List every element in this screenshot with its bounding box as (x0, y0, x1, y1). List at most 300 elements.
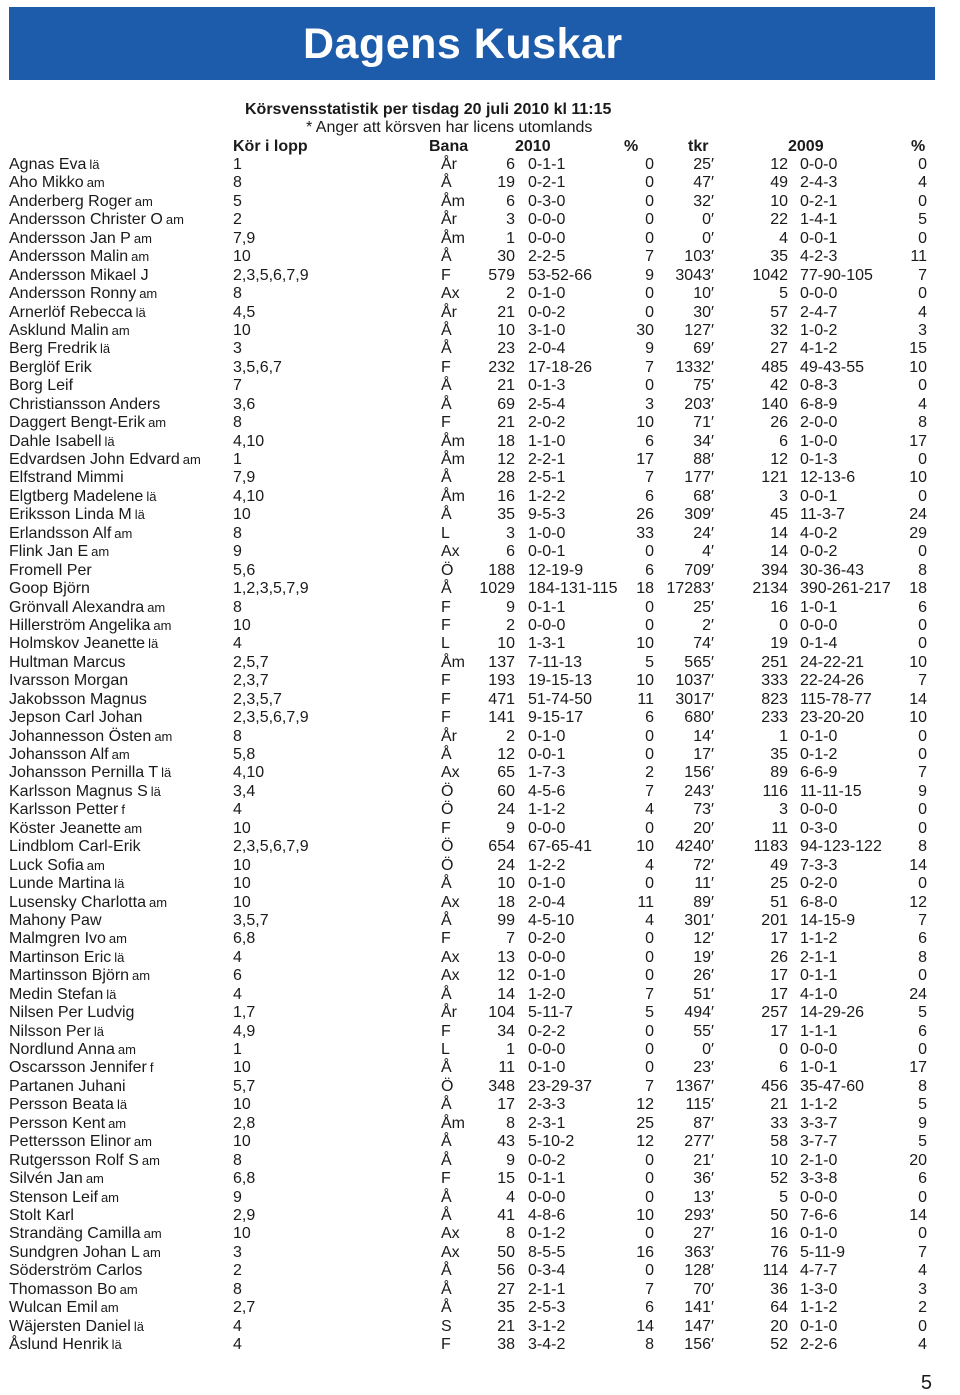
driver-name: Karlsson Petter (9, 801, 119, 819)
starts-2009-cell: 57 (770, 303, 788, 321)
starts-2009-cell: 14 (770, 543, 788, 561)
races-cell: 2,7 (233, 1299, 256, 1317)
win-pct-2009-cell: 11 (910, 248, 927, 266)
earnings-cell: 156′ (684, 1336, 714, 1353)
track-cell: Å (441, 985, 452, 1003)
win-pct-2009-cell: 8 (918, 561, 927, 579)
table-row (0, 193, 960, 211)
starts-2009-cell: 89 (770, 764, 788, 782)
starts-2010-cell: 10 (497, 321, 515, 339)
table-row (0, 1299, 960, 1317)
earnings-cell: 25′ (693, 598, 714, 616)
win-pct-2009-cell: 0 (918, 156, 927, 173)
driver-name: Berglöf Erik (9, 358, 92, 376)
win-pct-2010-cell: 5 (645, 1004, 654, 1022)
driver-name-cell (9, 1004, 134, 1022)
table-row (0, 857, 960, 875)
driver-name: Persson Beata (9, 1096, 114, 1114)
races-cell: 10 (233, 616, 251, 634)
win-pct-2010-cell: 6 (645, 709, 654, 727)
record-2009-cell: 35-47-60 (800, 1077, 865, 1095)
record-2009-cell: 0-3-0 (800, 819, 838, 837)
track-cell: Å (441, 395, 452, 413)
driver-category: am (100, 1189, 120, 1205)
record-2010-cell: 9-15-17 (528, 709, 584, 727)
earnings-cell: 24′ (693, 524, 714, 542)
driver-category: am (111, 747, 130, 762)
table-row (0, 1078, 960, 1096)
starts-2010-cell: 18 (497, 432, 515, 450)
record-2009-cell: 3-3-7 (800, 1114, 838, 1132)
earnings-cell: 13′ (693, 1188, 714, 1206)
earnings-cell: 70′ (693, 1280, 714, 1298)
starts-2010-cell: 21 (497, 303, 515, 321)
win-pct-2010-cell: 0 (645, 229, 654, 247)
starts-2009-cell: 49 (770, 856, 788, 874)
driver-category: am (142, 1244, 161, 1260)
earnings-cell: 26′ (693, 967, 714, 985)
starts-2009-cell: 456 (761, 1077, 788, 1095)
table-row (0, 174, 960, 192)
driver-name-cell (9, 304, 146, 322)
record-2010-cell: 5-11-7 (528, 1004, 574, 1022)
earnings-cell: 36′ (693, 1170, 714, 1188)
win-pct-2009-cell: 24 (909, 985, 927, 1003)
earnings-cell: 363′ (684, 1243, 714, 1261)
record-2010-cell: 1-1-0 (528, 432, 566, 450)
races-cell: 3 (233, 340, 242, 358)
starts-2010-cell: 7 (506, 930, 515, 948)
record-2009-cell: 0-0-1 (800, 487, 838, 505)
driver-category: am (165, 212, 184, 228)
earnings-cell: 0′ (702, 1041, 714, 1058)
win-pct-2009-cell: 14 (909, 1206, 927, 1224)
record-2009-cell: 0-1-1 (800, 967, 838, 985)
starts-2009-cell: 10 (770, 1151, 788, 1169)
driver-category: am (100, 1300, 119, 1316)
header-year-2010: 2010 (515, 138, 551, 155)
win-pct-2009-cell: 12 (909, 893, 927, 911)
track-cell: Å (441, 174, 452, 192)
driver-name: Andersson Mikael J (9, 266, 149, 284)
driver-name: Agnas Eva (9, 156, 87, 173)
starts-2010-cell: 8 (506, 1114, 515, 1132)
starts-2009-cell: 333 (761, 672, 788, 690)
win-pct-2009-cell: 17 (909, 1059, 927, 1077)
win-pct-2010-cell: 7 (645, 985, 654, 1003)
track-cell: Ö (441, 856, 454, 874)
record-2010-cell: 7-11-13 (528, 653, 582, 671)
starts-2010-cell: 30 (497, 248, 515, 266)
driver-name: Wulcan Emil (9, 1299, 98, 1317)
starts-2010-cell: 12 (497, 451, 515, 468)
record-2009-cell: 0-1-0 (800, 1225, 838, 1243)
win-pct-2009-cell: 2 (918, 1299, 927, 1317)
win-pct-2010-cell: 9 (645, 266, 654, 284)
track-cell: Å (441, 1188, 452, 1206)
starts-2010-cell: 471 (488, 690, 515, 708)
driver-category: lä (93, 1023, 104, 1039)
win-pct-2009-cell: 10 (909, 709, 927, 727)
win-pct-2010-cell: 16 (636, 1243, 654, 1261)
record-2009-cell: 115-78-77 (800, 690, 872, 708)
earnings-cell: 709′ (684, 561, 714, 579)
table-row (0, 1096, 960, 1114)
earnings-cell: 2′ (702, 616, 714, 634)
driver-name: Flink Jan E (9, 543, 89, 561)
driver-category: am (182, 452, 201, 467)
driver-name-cell (9, 285, 157, 303)
track-cell: F (441, 819, 451, 837)
record-2009-cell: 7-3-3 (800, 856, 838, 874)
track-cell: F (441, 1170, 451, 1188)
driver-name-cell (9, 469, 124, 487)
table-row (0, 949, 960, 967)
win-pct-2010-cell: 11 (637, 893, 654, 911)
driver-name: Ivarsson Morgan (9, 672, 129, 690)
driver-name: Stenson Leif (9, 1188, 98, 1206)
win-pct-2009-cell: 0 (918, 967, 927, 985)
driver-name-cell (9, 838, 141, 856)
table-row (0, 1041, 960, 1059)
driver-name: Berg Fredrik (9, 340, 98, 358)
win-pct-2010-cell: 7 (645, 1280, 654, 1298)
track-cell: Ax (441, 1225, 460, 1243)
driver-name-cell (9, 1023, 104, 1041)
win-pct-2009-cell: 0 (918, 543, 927, 561)
table-row (0, 211, 960, 229)
starts-2010-cell: 60 (497, 782, 515, 800)
record-2010-cell: 0-2-2 (528, 1022, 566, 1040)
table-row (0, 248, 960, 266)
starts-2009-cell: 823 (761, 690, 788, 708)
driver-name-cell (9, 1244, 161, 1262)
record-2010-cell: 1-3-1 (528, 635, 566, 653)
starts-2010-cell: 10 (497, 635, 515, 653)
driver-name-cell (9, 1225, 162, 1243)
record-2009-cell: 0-0-0 (800, 285, 838, 303)
starts-2009-cell: 25 (770, 875, 788, 893)
track-cell: År (441, 156, 457, 173)
driver-name-cell (9, 654, 125, 672)
races-cell: 5 (233, 192, 242, 210)
track-cell: Å (441, 340, 452, 358)
win-pct-2010-cell: 10 (636, 672, 654, 690)
driver-name-cell (9, 451, 201, 469)
earnings-cell: 11′ (694, 875, 714, 893)
record-2010-cell: 0-2-0 (528, 930, 566, 948)
record-2009-cell: 2-0-0 (800, 414, 838, 432)
win-pct-2010-cell: 33 (636, 524, 654, 542)
starts-2010-cell: 654 (488, 838, 515, 856)
driver-name: Asklund Malin (9, 321, 109, 339)
track-cell: År (441, 1004, 457, 1022)
win-pct-2009-cell: 29 (909, 524, 927, 542)
starts-2009-cell: 251 (761, 653, 788, 671)
win-pct-2009-cell: 6 (918, 1022, 927, 1040)
races-cell: 4,5 (233, 303, 256, 321)
table-row (0, 396, 960, 414)
starts-2009-cell: 0 (779, 616, 788, 634)
table-row (0, 635, 960, 653)
starts-2009-cell: 5 (779, 285, 788, 303)
driver-name-cell (9, 488, 156, 506)
driver-category: am (119, 1281, 138, 1297)
win-pct-2010-cell: 7 (645, 1077, 654, 1095)
races-cell: 2 (233, 211, 242, 229)
starts-2010-cell: 35 (497, 506, 515, 524)
table-row (0, 377, 960, 395)
starts-2009-cell: 5 (779, 1188, 788, 1206)
earnings-cell: 565′ (684, 653, 714, 671)
driver-name: Sundgren Johan L (9, 1243, 140, 1261)
starts-2010-cell: 8 (506, 1225, 515, 1243)
starts-2009-cell: 19 (770, 635, 788, 653)
starts-2010-cell: 56 (497, 1262, 515, 1280)
win-pct-2010-cell: 25 (636, 1114, 654, 1132)
driver-name-cell (9, 1115, 126, 1133)
table-row (0, 930, 960, 948)
track-cell: Å (441, 1059, 452, 1077)
win-pct-2009-cell: 8 (918, 1077, 927, 1095)
win-pct-2009-cell: 3 (918, 1280, 927, 1298)
record-2009-cell: 3-3-8 (800, 1170, 838, 1188)
record-2010-cell: 3-4-2 (528, 1336, 566, 1353)
driver-name: Anderberg Roger (9, 192, 132, 210)
starts-2010-cell: 27 (497, 1280, 515, 1298)
win-pct-2009-cell: 8 (918, 838, 927, 856)
driver-name-cell (9, 1078, 126, 1096)
record-2009-cell: 14-15-9 (800, 911, 856, 929)
starts-2010-cell: 15 (497, 1170, 515, 1188)
record-2009-cell: 2-2-6 (800, 1336, 838, 1353)
earnings-cell: 0′ (702, 229, 714, 247)
record-2009-cell: 1-0-1 (800, 1059, 838, 1077)
win-pct-2010-cell: 0 (645, 727, 654, 745)
record-2009-cell: 4-0-2 (800, 524, 838, 542)
races-cell: 10 (233, 248, 251, 266)
starts-2009-cell: 201 (761, 911, 788, 929)
races-cell: 9 (233, 1188, 242, 1206)
win-pct-2010-cell: 0 (645, 156, 654, 173)
win-pct-2010-cell: 0 (645, 819, 654, 837)
races-cell: 10 (233, 856, 251, 874)
track-cell: Å (441, 248, 452, 266)
win-pct-2010-cell: 12 (636, 1133, 654, 1151)
races-cell: 6,8 (233, 930, 256, 948)
record-2010-cell: 0-1-1 (528, 156, 566, 173)
races-cell: 4,9 (233, 1022, 256, 1040)
table-row (0, 1336, 960, 1354)
driver-name: Dahle Isabell (9, 432, 102, 450)
starts-2009-cell: 4 (779, 229, 788, 247)
starts-2010-cell: 12 (497, 967, 515, 985)
driver-name: Andersson Ronny (9, 285, 137, 303)
track-cell: F (441, 266, 451, 284)
win-pct-2010-cell: 6 (645, 561, 654, 579)
track-cell: Å (441, 911, 452, 929)
win-pct-2010-cell: 6 (645, 1299, 654, 1317)
starts-2009-cell: 1042 (752, 266, 788, 284)
track-cell: År (441, 727, 457, 745)
win-pct-2009-cell: 0 (918, 1041, 927, 1058)
track-cell: Å (441, 1133, 452, 1151)
driver-category: lä (106, 986, 117, 1002)
starts-2010-cell: 65 (497, 764, 515, 782)
driver-category: lä (135, 304, 146, 320)
starts-2010-cell: 6 (506, 543, 515, 561)
win-pct-2010-cell: 0 (645, 616, 654, 634)
driver-category: lä (148, 636, 159, 652)
win-pct-2010-cell: 0 (645, 1059, 654, 1077)
track-cell: S (441, 1317, 452, 1335)
driver-name-cell (9, 875, 124, 893)
track-cell: Åm (441, 192, 465, 210)
starts-2010-cell: 24 (497, 856, 515, 874)
track-cell: Å (441, 321, 452, 339)
record-2010-cell: 0-0-0 (528, 819, 566, 837)
races-cell: 2,3,5,7 (233, 690, 282, 708)
record-2009-cell: 2-4-7 (800, 303, 838, 321)
earnings-cell: 19′ (693, 948, 714, 966)
driver-name: Nordlund Anna (9, 1041, 115, 1058)
earnings-cell: 32′ (693, 192, 714, 210)
table-row (0, 764, 960, 782)
starts-2010-cell: 41 (497, 1206, 515, 1224)
driver-name: Borg Leif (9, 377, 74, 395)
races-cell: 8 (233, 1151, 242, 1169)
record-2010-cell: 0-0-1 (528, 543, 566, 561)
starts-2009-cell: 14 (770, 524, 788, 542)
races-cell: 8 (233, 414, 242, 432)
win-pct-2009-cell: 10 (909, 358, 927, 376)
driver-name-cell (9, 506, 145, 524)
earnings-cell: 4′ (702, 543, 714, 561)
track-cell: L (441, 524, 450, 542)
races-cell: 2 (233, 1262, 242, 1280)
track-cell: Å (441, 1280, 452, 1298)
driver-category: am (114, 525, 133, 541)
win-pct-2009-cell: 0 (918, 1317, 927, 1335)
table-row (0, 1207, 960, 1225)
driver-name: Daggert Bengt-Erik (9, 414, 146, 432)
track-cell: Å (441, 875, 452, 893)
win-pct-2010-cell: 0 (645, 1170, 654, 1188)
win-pct-2009-cell: 7 (918, 764, 927, 782)
track-cell: Åm (441, 1114, 465, 1132)
track-cell: Å (441, 1096, 452, 1114)
earnings-cell: 141′ (684, 1299, 714, 1317)
starts-2009-cell: 35 (770, 746, 788, 763)
driver-name-cell (9, 1207, 74, 1225)
races-cell: 3,4 (233, 782, 256, 800)
driver-name-cell (9, 949, 124, 967)
track-cell: Å (441, 1262, 452, 1280)
starts-2010-cell: 21 (497, 377, 515, 395)
track-cell: F (441, 709, 451, 727)
record-2009-cell: 77-90-105 (800, 266, 873, 284)
earnings-cell: 1367′ (675, 1077, 714, 1095)
record-2009-cell: 0-2-1 (800, 192, 838, 210)
win-pct-2009-cell: 0 (918, 801, 927, 819)
earnings-cell: 12′ (693, 930, 714, 948)
record-2010-cell: 12-19-9 (528, 561, 584, 579)
table-row (0, 488, 960, 506)
driver-name-cell (9, 580, 90, 598)
title-banner (9, 7, 935, 80)
record-2010-cell: 17-18-26 (528, 358, 593, 376)
starts-2009-cell: 21 (770, 1096, 788, 1114)
win-pct-2010-cell: 12 (636, 1096, 654, 1114)
driver-name: Karlsson Magnus S (9, 782, 148, 800)
driver-name-cell (9, 912, 102, 930)
table-row (0, 267, 960, 285)
driver-name-cell (9, 894, 167, 912)
win-pct-2009-cell: 4 (918, 395, 927, 413)
starts-2009-cell: 33 (770, 1114, 788, 1132)
win-pct-2009-cell: 24 (909, 506, 927, 524)
starts-2010-cell: 348 (488, 1077, 515, 1095)
starts-2010-cell: 13 (497, 948, 515, 966)
driver-name: Rutgersson Rolf S (9, 1151, 139, 1169)
driver-name-cell (9, 248, 149, 266)
record-2010-cell: 0-0-0 (528, 229, 566, 247)
starts-2010-cell: 9 (506, 598, 515, 616)
starts-2009-cell: 64 (770, 1299, 788, 1317)
table-row (0, 433, 960, 451)
starts-2009-cell: 26 (770, 948, 788, 966)
win-pct-2010-cell: 26 (636, 506, 654, 524)
driver-category: lä (100, 341, 111, 357)
driver-name: Erlandsson Alf (9, 524, 112, 542)
win-pct-2009-cell: 14 (909, 690, 927, 708)
driver-name: Hultman Marcus (9, 653, 126, 671)
races-cell: 10 (233, 875, 251, 893)
win-pct-2010-cell: 0 (645, 930, 654, 948)
earnings-cell: 88′ (693, 451, 714, 468)
races-cell: 10 (233, 893, 251, 911)
track-cell: Åm (441, 432, 465, 450)
driver-category: am (86, 857, 105, 873)
races-cell: 10 (233, 506, 251, 524)
starts-2009-cell: 36 (770, 1280, 788, 1298)
races-cell: 1 (233, 1041, 242, 1058)
driver-category: lä (114, 949, 125, 965)
record-2010-cell: 0-1-0 (528, 285, 566, 303)
win-pct-2010-cell: 10 (636, 635, 654, 653)
starts-2009-cell: 45 (770, 506, 788, 524)
table-row (0, 156, 960, 174)
starts-2009-cell: 394 (761, 561, 788, 579)
earnings-cell: 51′ (693, 985, 714, 1003)
record-2010-cell: 0-0-0 (528, 616, 566, 634)
record-2009-cell: 11-11-15 (800, 782, 862, 800)
starts-2009-cell: 16 (770, 1225, 788, 1243)
races-cell: 5,8 (233, 746, 256, 763)
driver-category: am (133, 230, 152, 246)
earnings-cell: 1037′ (675, 672, 714, 690)
driver-name-cell (9, 211, 184, 229)
record-2010-cell: 23-29-37 (528, 1077, 593, 1095)
starts-2009-cell: 17 (770, 930, 788, 948)
win-pct-2009-cell: 8 (918, 414, 927, 432)
win-pct-2010-cell: 0 (645, 1022, 654, 1040)
track-cell: Å (441, 377, 452, 395)
earnings-cell: 27′ (693, 1225, 714, 1243)
record-2009-cell: 2-1-0 (800, 1151, 838, 1169)
driver-name-cell (9, 340, 110, 358)
races-cell: 8 (233, 174, 242, 192)
